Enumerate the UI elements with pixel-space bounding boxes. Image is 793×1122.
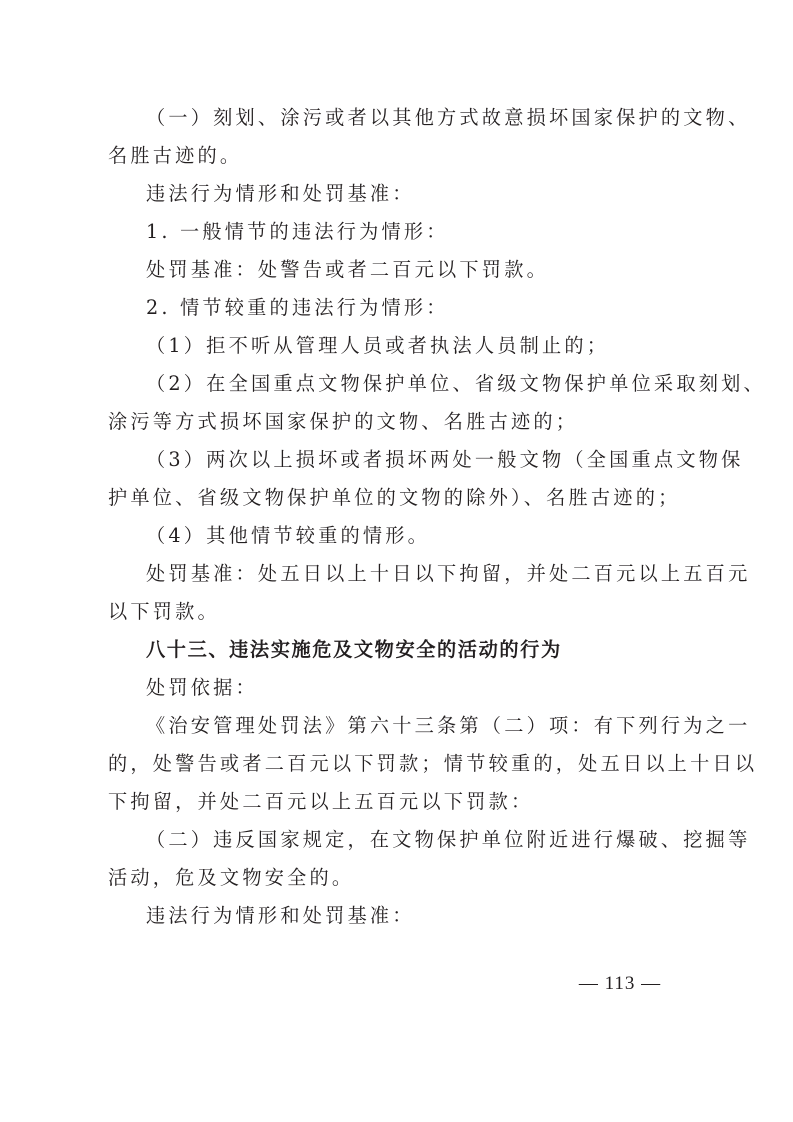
paragraph-line: 活动，危及文物安全的。 (108, 866, 355, 889)
paragraph-line: 2. 情节较重的违法行为情形： (146, 296, 449, 319)
paragraph-line: 的，处警告或者二百元以下罚款；情节较重的，处五日以上十日以 (108, 752, 758, 775)
paragraph-line: （4）其他情节较重的情形。 (146, 524, 431, 547)
paragraph-line: 名胜古迹的。 (108, 144, 243, 167)
page-number: — 113 — (578, 973, 662, 994)
paragraph-line: （二）违反国家规定，在文物保护单位附近进行爆破、挖掘等 (146, 828, 751, 851)
paragraph-line: 涂污等方式损坏国家保护的文物、名胜古迹的； (108, 410, 579, 433)
paragraph-line: 处罚基准：处五日以上十日以下拘留，并处二百元以上五百元 (146, 562, 751, 585)
paragraph-line: （2）在全国重点文物保护单位、省级文物保护单位采取刻划、 (146, 372, 766, 395)
paragraph-line: （3）两次以上损坏或者损坏两处一般文物（全国重点文物保 (146, 448, 744, 471)
paragraph-line: 违法行为情形和处罚基准： (146, 182, 415, 205)
paragraph-line: 《治安管理处罚法》第六十三条第（二）项：有下列行为之一 (146, 714, 751, 737)
paragraph-line: 护单位、省级文物保护单位的文物的除外）、名胜古迹的； (108, 486, 681, 509)
paragraph-line: 下拘留，并处二百元以上五百元以下罚款： (108, 790, 534, 813)
paragraph-line: 以下罚款。 (108, 600, 220, 623)
paragraph-line: 1. 一般情节的违法行为情形： (146, 220, 449, 243)
paragraph-line: 处罚依据： (146, 676, 258, 699)
paragraph-line: （一）刻划、涂污或者以其他方式故意损坏国家保护的文物、 (146, 106, 751, 129)
paragraph-line: 违法行为情形和处罚基准： (146, 904, 415, 927)
paragraph-line: 处罚基准：处警告或者二百元以下罚款。 (146, 258, 549, 281)
section-heading: 八十三、违法实施危及文物安全的活动的行为 (146, 638, 562, 661)
paragraph-line: （1）拒不听从管理人员或者执法人员制止的； (146, 334, 610, 357)
